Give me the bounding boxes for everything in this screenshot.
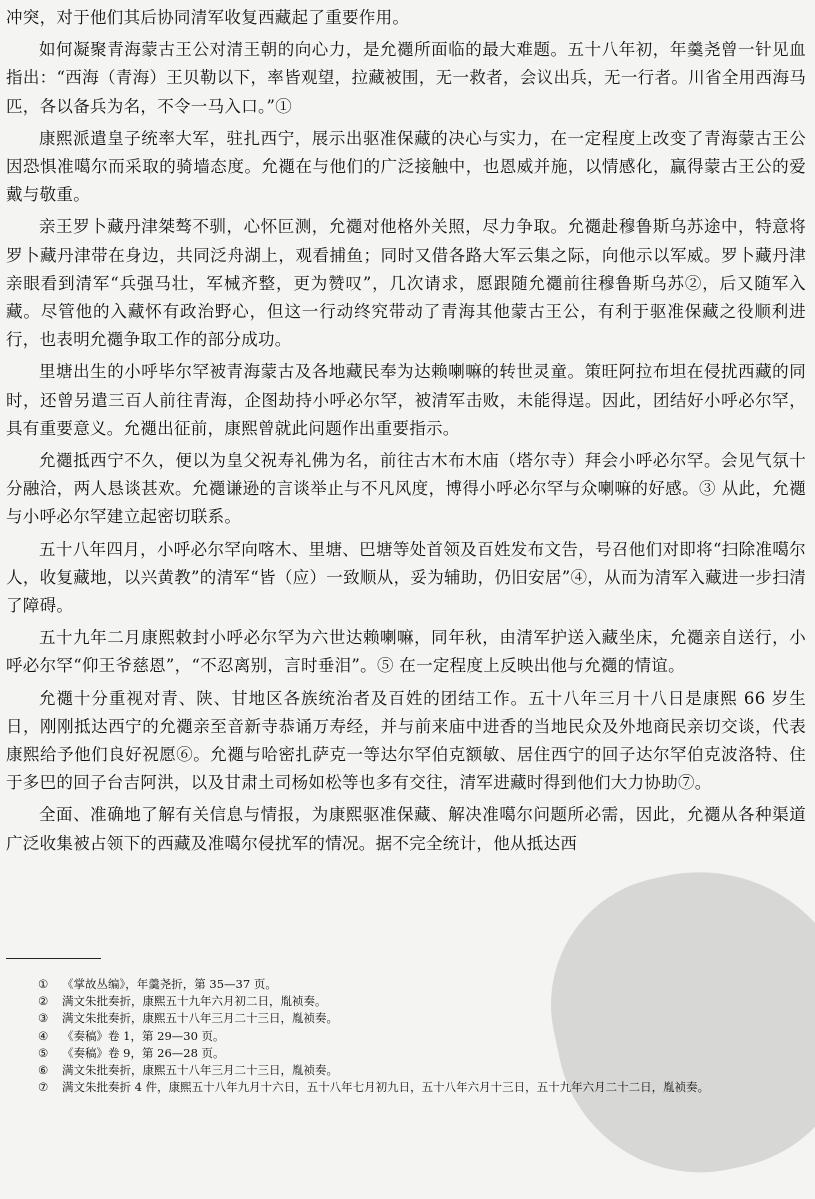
footnote-text: 满文朱批奏折，康熙五十九年六月初二日，胤祯奏。 — [62, 994, 327, 1009]
footnote-number: ⑦ — [38, 1080, 49, 1095]
footnote-separator — [6, 958, 101, 959]
footnote-number: ④ — [38, 1028, 49, 1043]
footnote-number: ② — [38, 994, 49, 1009]
paragraph: 亲王罗卜藏丹津桀骜不驯，心怀叵测，允禵对他格外关照，尽力争取。允禵赴穆鲁斯乌苏途中，特意将罗卜藏丹津带在身边，共同泛舟湖上，观看捕鱼；同时又借各路大军云集之际，向他示以军威。罗卜藏丹津亲眼看到清军“兵强马壮，军械齐整，更为赞叹”，几次请求，愿跟随允禵前往穆鲁斯乌苏②，后又随军入藏。尽管他的入藏怀有政治野心，但这一行动终究带动了青海其他蒙古王公，有利于驱准保藏之役顺利进行，也表明允禵争取工作的部分成功。 — [6, 217, 806, 350]
paragraph: 康熙派遣皇子统率大军，驻扎西宁，展示出驱准保藏的决心与实力，在一定程度上改变了青海蒙古王公因恐惧准噶尔而采取的骑墙态度。允禵在与他们的广泛接触中，也恩威并施，以情感化，赢得蒙古王公的爱戴与敬重。 — [6, 128, 806, 205]
footnote-text: 《奏稿》卷 1，第 29—30 页。 — [62, 1028, 225, 1043]
paragraph: 允禵十分重视对青、陕、甘地区各族统治者及百姓的团结工作。五十八年三月十八日是康熙 66 岁生日，刚刚抵达西宁的允禵亲至音新寺恭诵万寿经，并与前来庙中进香的当地民众及外地商民亲切交谈，代表康熙给予他们良好祝愿⑥。允禵与哈密扎萨克一等达尔罕伯克额敏、居住西宁的回子达尔罕伯克波洛特、住于多巴的回子台吉阿洪，以及甘肃土司杨如松等也多有交往，清军进藏时得到他们大力协助⑦。 — [6, 688, 806, 793]
footnote-number: ⑥ — [38, 1063, 49, 1078]
footnote-number: ⑤ — [38, 1045, 49, 1060]
paragraph: 里塘出生的小呼毕尔罕被青海蒙古及各地藏民奉为达赖喇嘛的转世灵童。策旺阿拉布坦在侵扰西藏的同时，还曾另遣三百人前往青海，企图劫持小呼必尔罕，被清军击败，未能得逞。因此，团结好小呼必尔罕，具有重要意义。允禵出征前，康熙曾就此问题作出重要指示。 — [6, 362, 806, 438]
footnote-text: 满文朱批奏折，康熙五十八年三月二十三日，胤祯奏。 — [62, 1011, 338, 1026]
paragraph: 如何凝聚青海蒙古王公对清王朝的向心力，是允禵所面临的最大难题。五十八年初，年羹尧曾一针见血指出：“西海（青海）王贝勒以下，率皆观望，拉藏被围，无一救者，会议出兵，无一行者。川省全用西海马匹，各以备兵为名，不令一马入口。”① — [6, 40, 806, 116]
footnote — [6, 976, 806, 993]
footnote-text: 满文朱批奏折，康熙五十八年三月二十三日，胤祯奏。 — [62, 1063, 338, 1078]
footnote-text: 《掌故丛编》，年羹尧折，第 35—37 页。 — [62, 977, 277, 991]
footnote — [6, 1079, 806, 1096]
paragraph: 五十八年四月，小呼必尔罕向喀木、里塘、巴塘等处首领及百姓发布文告，号召他们对即将“扫除准噶尔人，收复藏地，以兴黄教”的清军“皆（应）一致顺从，妥为辅助，仍旧安居”④，从而为清军入藏进一步扫清了障碍。 — [6, 539, 806, 616]
footnote — [6, 1010, 806, 1027]
footnote-number: ③ — [38, 1011, 49, 1026]
footnote — [6, 1062, 806, 1079]
paragraph: 五十九年二月康熙敕封小呼必尔罕为六世达赖喇嘛，同年秋，由清军护送入藏坐床，允禵亲自送行，小呼必尔罕“仰王爷慈恩”，“不忍离别，言时垂泪”。⑤ 在一定程度上反映出他与允禵的情谊。 — [6, 628, 806, 676]
paragraph: 冲突，对于他们其后协同清军收复西藏起了重要作用。 — [6, 8, 410, 27]
body-text — [6, 4, 806, 858]
footnote — [6, 1028, 806, 1045]
footnote — [6, 1045, 806, 1062]
footnote-text: 《奏稿》卷 9，第 26—28 页。 — [62, 1045, 225, 1060]
paragraph: 全面、准确地了解有关信息与情报，为康熙驱准保藏、解决准噶尔问题所必需，因此，允禵从各种渠道广泛收集被占领下的西藏及准噶尔侵扰军的情况。据不完全统计，他从抵达西 — [6, 805, 806, 853]
footnotes — [6, 976, 806, 1096]
footnote-number: ① — [38, 977, 49, 991]
footnote — [6, 993, 806, 1010]
footnote-text: 满文朱批奏折 4 件，康熙五十八年九月十六日，五十八年七月初九日，五十八年六月十三日，五十九年六月二十二日，胤祯奏。 — [62, 1080, 710, 1095]
paragraph: 允禵抵西宁不久，便以为皇父祝寿礼佛为名，前往古木布木庙（塔尔寺）拜会小呼必尔罕。会见气氛十分融洽，两人恳谈甚欢。允禵谦逊的言谈举止与不凡风度，博得小呼必尔罕与众喇嘛的好感。③ 从此，允禵与小呼必尔罕建立起密切联系。 — [6, 451, 806, 527]
